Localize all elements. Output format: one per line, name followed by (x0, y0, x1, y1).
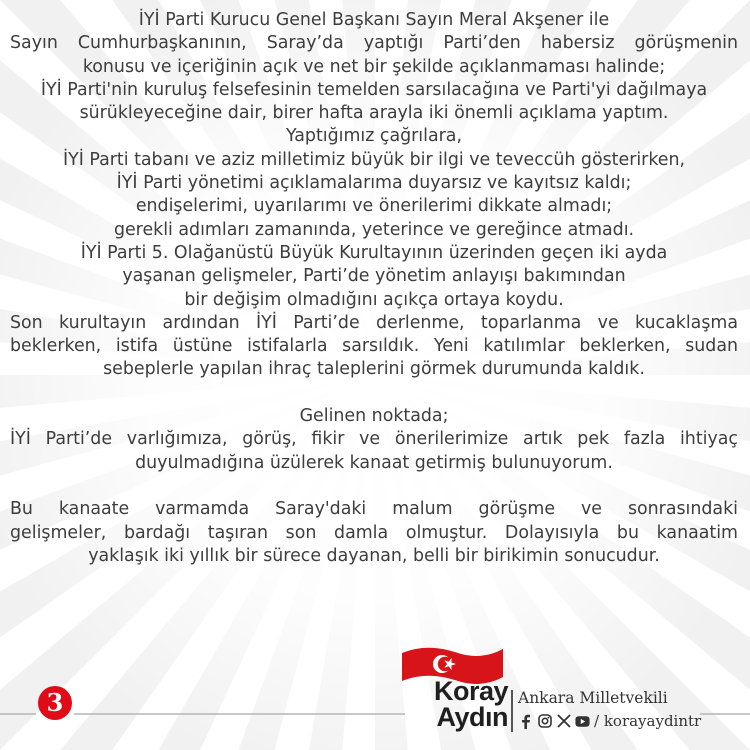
facebook-icon[interactable] (518, 714, 533, 729)
statement-line: sebeplerle yapılan ihraç taleplerini görmek durumunda kaldık. (103, 359, 645, 380)
brand-name (408, 678, 508, 730)
statement-line: konusu ve içeriğinin açık ve net bir şekilde açıklanmaması halinde; (82, 56, 666, 77)
statement-line: İYİ Parti tabanı ve aziz milletimiz büyük bir ilgi ve teveccüh gösterirken, (62, 149, 686, 170)
name-last: Aydın (436, 702, 508, 732)
statement-line: Son kurultayın ardından İYİ Parti’de derlenme, toparlanma ve kucaklaşma (10, 312, 738, 333)
statement-line: İYİ Parti'nin kuruluş felsefesinin temelden sarsılacağına ve Parti'yi dağılmaya (40, 79, 708, 100)
statement-line: İYİ Parti yönetimi açıklamalarıma duyarsız ve kayıtsız kaldı; (116, 173, 632, 194)
statement-line: gerekli adımları zamanında, yeterince ve gereğince atmadı. (113, 219, 635, 240)
statement-line: Sayın Cumhurbaşkanının, Saray’da yaptığı Parti’den habersiz görüşmenin (10, 33, 738, 54)
statement-line: beklerken, istifa üstüne istifalarla sarsıldık. Yeni katılımlar beklerken, sudan (10, 336, 738, 357)
statement-text (10, 9, 738, 568)
statement-line: yaşanan gelişmeler, Parti’de yönetim anlayışı bakımından (122, 266, 626, 287)
instagram-icon[interactable] (537, 714, 552, 729)
statement-line: sürükleyeceğine dair, birer hafta arayla iki önemli açıklama yaptım. (79, 103, 669, 124)
social-links (518, 711, 701, 731)
statement-line: İYİ Parti Kurucu Genel Başkanı Sayın Meral Akşener ile (138, 10, 610, 30)
statement-line: duyulmadığına üzülerek kanaat getirmiş bulunuyorum. (135, 452, 613, 473)
page-number-badge: 3 (38, 686, 72, 720)
statement-line: gelişmeler, bardağı taşıran son damla olmuştur. Dolayısıyla bu kanaatim (10, 522, 738, 543)
name-first: Koray (433, 676, 508, 706)
statement-line: İYİ Parti 5. Olağanüstü Büyük Kurultayının üzerinden geçen iki ayda (80, 242, 668, 263)
statement-line: Bu kanaate varmamda Saray'daki malum görüşme ve sonrasındaki (10, 499, 738, 520)
youtube-icon[interactable] (575, 714, 590, 729)
statement-line: yaklaşık iki yıllık bir sürece dayanan, belli bir birikimin sonucudur. (88, 545, 660, 566)
statement-line: Yaptığımız çağrılara, (286, 126, 462, 147)
x-icon[interactable] (556, 714, 571, 729)
statement-line: İYİ Parti’de varlığımıza, görüş, fikir ve önerilerimize artık pek fazla ihtiyaç (10, 429, 738, 450)
footer-divider (511, 690, 513, 732)
social-handle[interactable]: / korayaydintr (594, 712, 702, 730)
role-title: Ankara Milletvekili (518, 689, 668, 707)
statement-line: bir değişim olmadığını açıkça ortaya koydu. (184, 289, 564, 310)
statement-line: Gelinen noktada; (299, 406, 449, 427)
statement-line: endişelerimi, uyarılarımı ve önerilerimi dikkate almadı; (135, 196, 613, 217)
